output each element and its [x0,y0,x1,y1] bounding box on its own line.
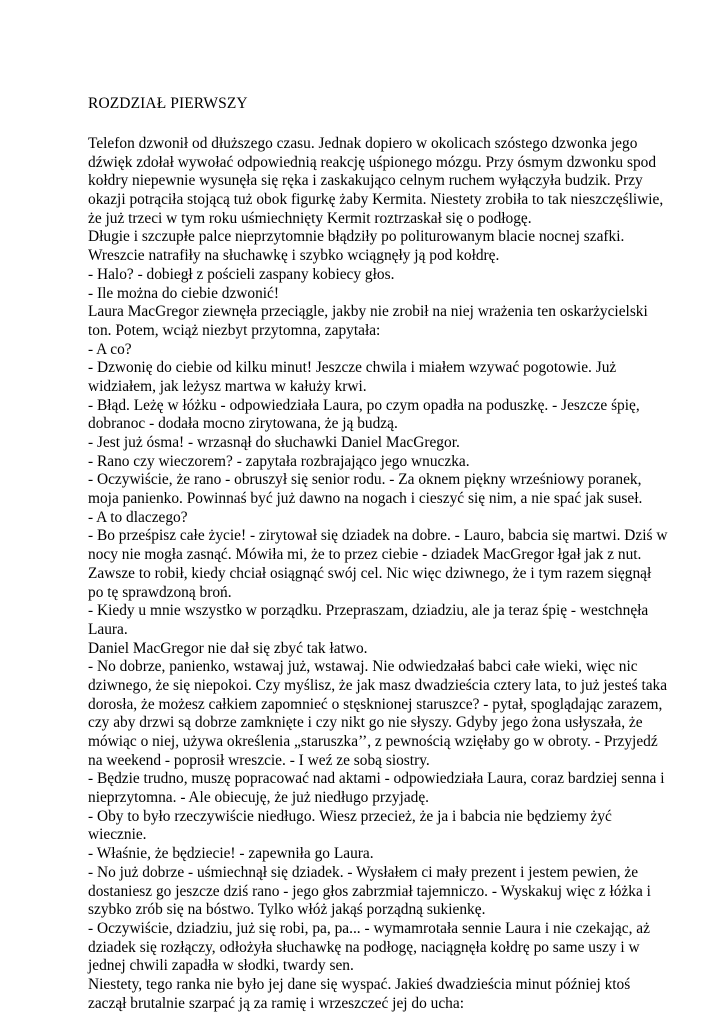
text-line: Długie i szczupłe palce nieprzytomnie błądziły po politurowanym blacie nocnej szafki. [88,228,625,246]
text-line: - Dzwonię do ciebie od kilku minut! Jeszcze chwila i miałem wzywać pogotowie. Już [88,359,617,377]
text-line: - No dobrze, panienko, wstawaj już, wstawaj. Nie odwiedzałaś babci całe wieki, więc nic [88,658,638,676]
chapter-body [88,135,668,1013]
text-line: - Halo? - dobiegł z pościeli zaspany kobiecy głos. [88,265,395,283]
text-line: Wreszcie natrafiły na słuchawkę i szybko wciągnęły ją pod kołdrę. [88,247,500,265]
text-line: - No już dobrze - uśmiechnął się dziadek. - Wysłałem ci mały prezent i jestem pewien, że [88,863,639,881]
text-line: - Ile można do ciebie dzwonić! [88,284,280,302]
text-line: zaczął brutalnie szarpać ją za ramię i wrzeszczeć jej do ucha: [88,994,464,1012]
text-line: dziwnego, że się niepokoi. Czy myślisz, że jak masz dwadzieścia cztery lata, to już jesteś taka [88,676,668,694]
text-line: nocy nie mogła zasnąć. Mówiła mi, że to przez ciebie - dziadek MacGregor łgał jak z nut. [88,546,642,564]
text-line: dźwięk zdołał wywołać odpowiednią reakcję uśpionego mózgu. Przy ósmym dzwonku spod [88,153,657,171]
text-line: widziałem, jak leżysz martwa w kałuży krwi. [88,377,367,395]
text-line: - Rano czy wieczorem? - zapytała rozbrajająco jego wnuczka. [88,452,470,470]
text-line: - A co? [88,340,132,358]
text-line: po tę sprawdzoną broń. [88,583,232,601]
text-line: - Błąd. Leżę w łóżku - odpowiedziała Laura, po czym opadła na poduszkę. - Jeszcze śpię, [88,396,640,414]
text-line: jednej chwili zapadła w słodki, twardy sen. [88,957,354,975]
text-line: dobranoc - dodała mocno zirytowana, że ją budzą. [88,415,398,433]
chapter-title: ROZDZIAŁ PIERWSZY [88,95,248,112]
text-line: Zawsze to robił, kiedy chciał osiągnąć swój cel. Nic więc dziwnego, że i tym razem sięgnął [88,564,652,582]
text-line: Niestety, tego ranka nie było jej dane się wyspać. Jakieś dwadzieścia minut później ktoś [88,975,631,993]
text-line: na weekend - poprosił wreszcie. - I weź ze sobą siostry. [88,751,430,769]
text-line: Telefon dzwonił od dłuższego czasu. Jednak dopiero w okolicach szóstego dzwonka jego [88,135,638,152]
text-line: - Jest już ósma! - wrzasnął do słuchawki Daniel MacGregor. [88,434,460,451]
text-line: - Będzie trudno, muszę popracować nad aktami - odpowiedziała Laura, coraz bardziej senna i [88,770,665,788]
text-line: wiecznie. [88,826,147,844]
text-line: - Oczywiście, dziadziu, już się robi, pa, pa... - wymamrotała sennie Laura i nie czekając, aż [88,919,650,937]
text-line: dorosła, że możesz całkiem zapomnieć o stęsknionej staruszce? - pytał, spoglądając zarazem, [88,695,663,713]
text-line: moja panienko. Powinnaś być już dawno na nogach i cieszyć się nim, a nie spać jak suseł. [88,490,643,508]
text-line: czy aby drzwi są dobrze zamknięte i czy nikt go nie słyszy. Gdyby jego żona usłyszała, że [88,714,643,732]
text-line: - Kiedy u mnie wszystko w porządku. Przepraszam, dziadziu, ale ja teraz śpię - westchnęła [88,602,649,620]
text-line: Daniel MacGregor nie dał się zbyć tak łatwo. [88,639,368,657]
text-line: - Właśnie, że będziecie! - zapewniła go Laura. [88,845,374,863]
text-line: ton. Potem, wciąż niezbyt przytomna, zapytała: [88,321,381,339]
text-line: - Oby to było rzeczywiście niedługo. Wiesz przecież, że ja i babcia nie będziemy żyć [88,807,612,825]
text-line: mówiąc o niej, używa określenia „staruszka’’, z pewnością wzięłaby go w obroty. - Przyjedź [88,733,658,750]
text-line: kołdry niepewnie wysunęła się ręka i zaskakująco celnym ruchem wyłączyła budzik. Przy [88,172,643,190]
text-line: szybko zrób się na bóstwo. Tylko włóż jakąś porządną sukienkę. [88,901,486,919]
text-line: nieprzytomna. - Ale obiecuję, że już niedługo przyjadę. [88,789,430,807]
text-line: dziadek się rozłączy, odłożyła słuchawkę na podłogę, naciągnęła kołdrę po same uszy i w [88,938,640,956]
text-line: Laura MacGregor ziewnęła przeciągle, jakby nie zrobił na niej wrażenia ten oskarżycielski [88,303,648,321]
text-line: - Oczywiście, że rano - obruszył się senior rodu. - Za oknem piękny wrześniowy poranek, [88,471,642,489]
text-line: dostaniesz go jeszcze dziś rano - jego głos zabrzmiał tajemniczo. - Wyskakuj więc z łóżka i [88,882,651,900]
text-line: Laura. [88,620,128,638]
text-line: okazji potrąciła stojącą tuż obok figurkę żaby Kermita. Niestety zrobiła to tak nieszczęśliwie, [88,191,664,209]
text-line: że już trzeci w tym roku uśmiechnięty Kermit roztrzaskał się o podłogę. [88,209,532,227]
text-line: - A to dlaczego? [88,508,188,526]
text-line: - Bo prześpisz całe życie! - zirytował się dziadek na dobre. - Lauro, babcia się martwi. Dziś w [88,527,668,545]
